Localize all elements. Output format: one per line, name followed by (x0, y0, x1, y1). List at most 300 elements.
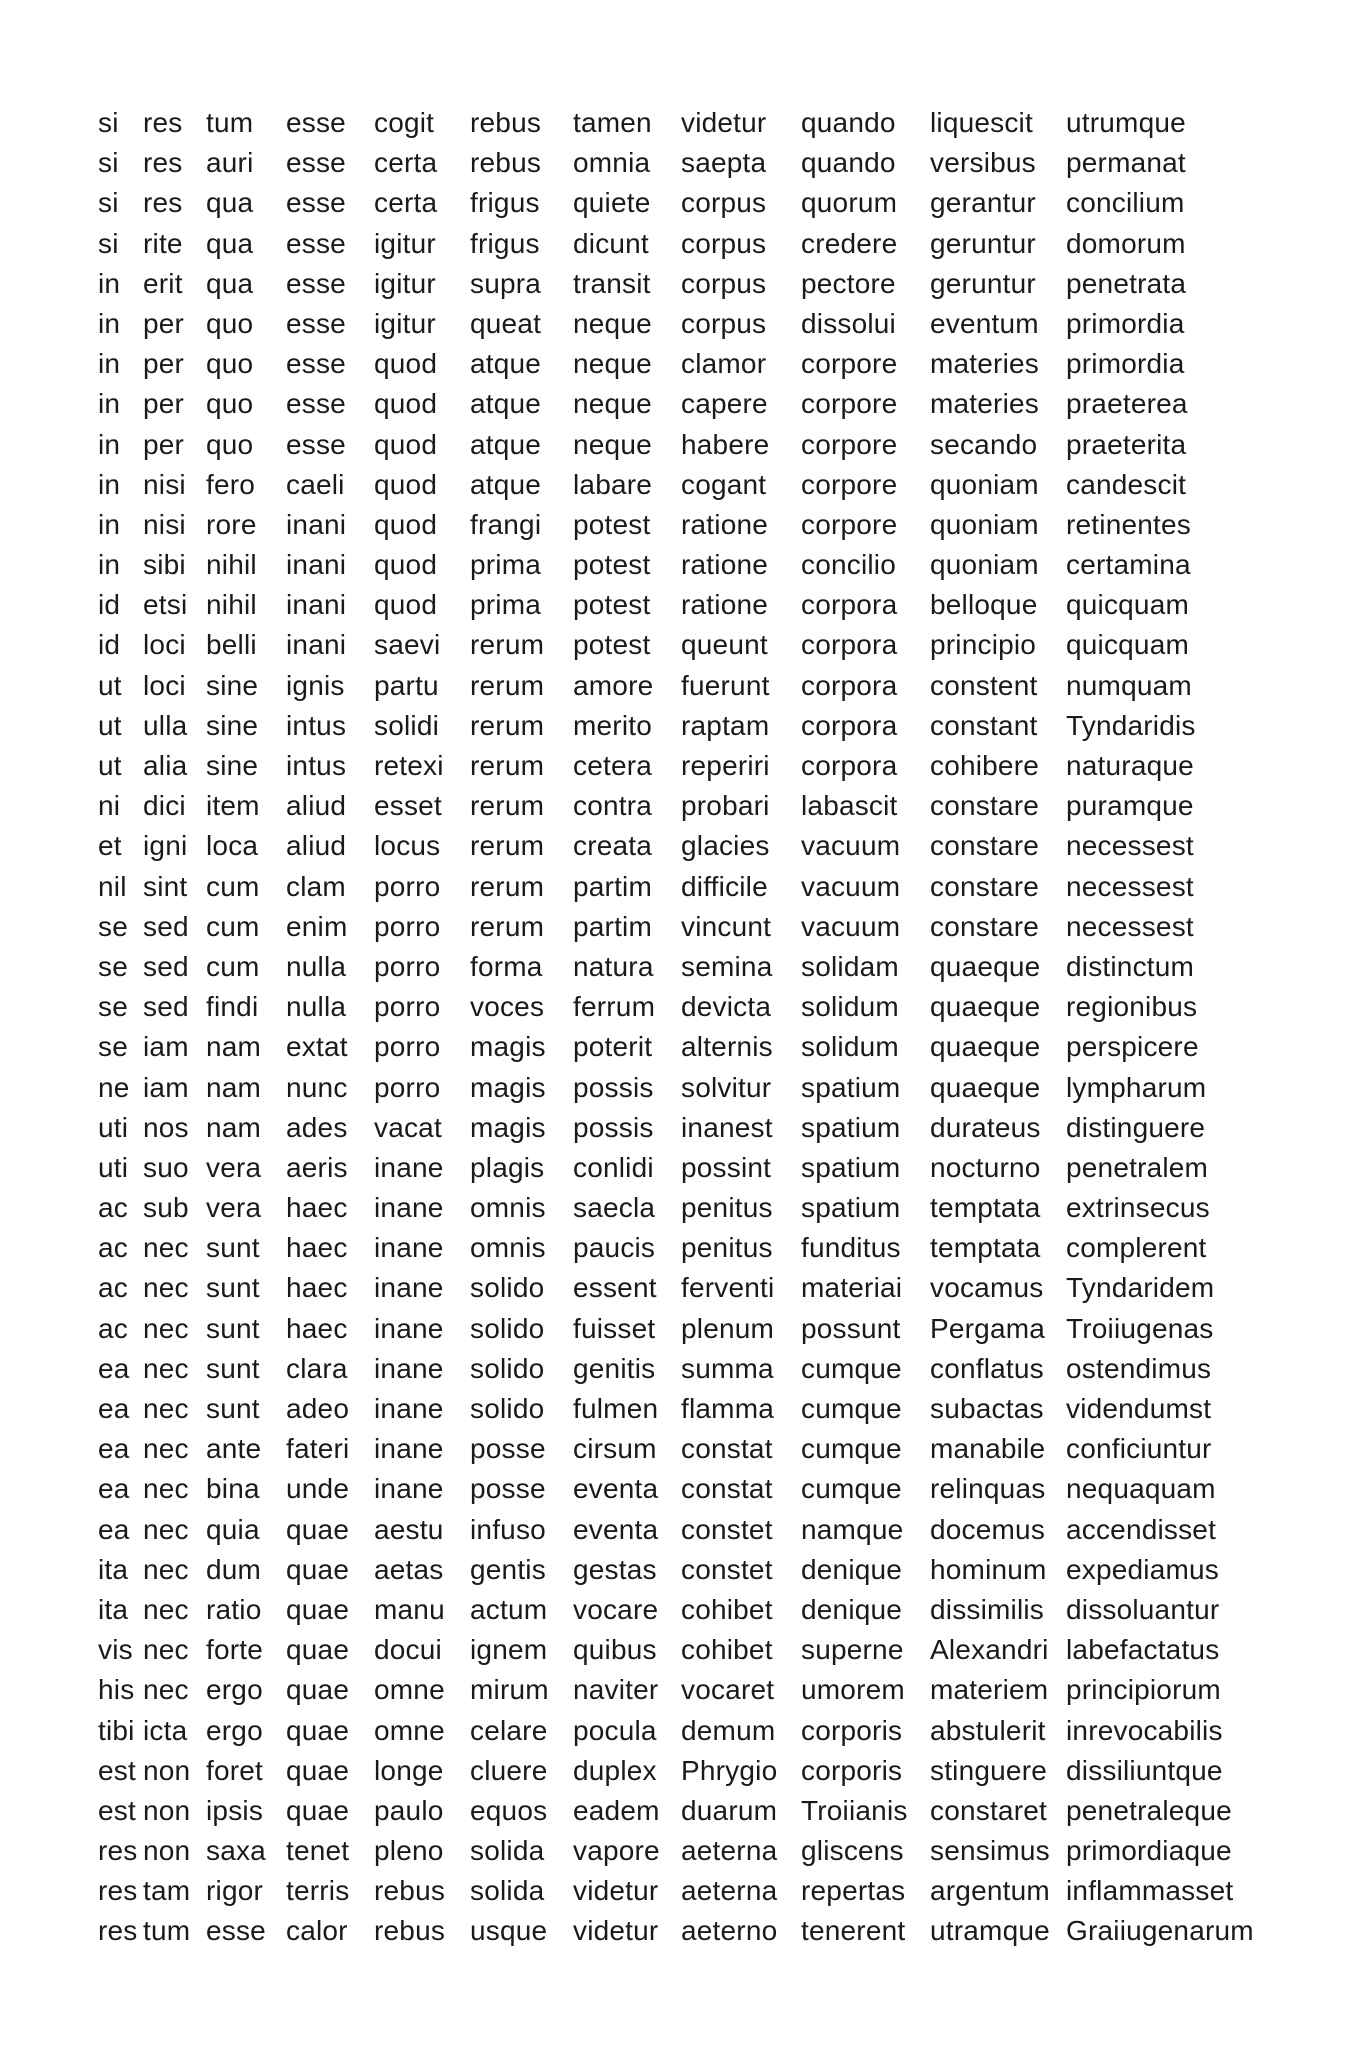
word-cell: ignis (286, 669, 345, 701)
word-cell: transit (573, 267, 651, 299)
word-cell: superne (801, 1634, 904, 1666)
word-cell: belloque (930, 589, 1038, 621)
word-cell: conlidi (573, 1151, 654, 1183)
word-cell: posse (470, 1473, 546, 1505)
word-cell: gliscens (801, 1835, 904, 1867)
word-cell: numquam (1066, 669, 1192, 701)
word-cell: manabile (930, 1433, 1046, 1465)
word-cell: in (98, 388, 121, 420)
word-cell: rerum (470, 629, 545, 661)
word-cell: potest (573, 549, 651, 581)
word-cell: quando (801, 147, 896, 179)
word-cell: duarum (681, 1794, 778, 1826)
word-cell: quod (374, 549, 438, 581)
word-cell: Graiiugenarum (1066, 1915, 1254, 1947)
word-cell: sunt (206, 1272, 260, 1304)
word-cell: merito (573, 709, 652, 741)
word-cell: videndumst (1066, 1393, 1212, 1424)
word-cell: vincunt (681, 910, 772, 942)
word-cell: iam (143, 1071, 189, 1103)
word-cell: tam (143, 1875, 191, 1907)
word-cell: in (98, 549, 121, 581)
word-cell: esset (374, 790, 442, 822)
word-cell: cluere (470, 1754, 548, 1786)
word-cell: tamen (573, 107, 652, 138)
word-cell: esse (286, 307, 346, 339)
word-cell: rerum (470, 790, 545, 822)
word-cell: uti (98, 1111, 129, 1143)
word-cell: sed (143, 991, 189, 1023)
word-cell: cumque (801, 1473, 902, 1505)
word-cell: saecla (573, 1192, 656, 1224)
word-cell: necessest (1066, 830, 1194, 862)
word-cell: erit (143, 267, 183, 299)
word-cell: res (98, 1875, 138, 1907)
word-cell: vera (206, 1192, 262, 1224)
word-cell: qua (206, 267, 254, 299)
word-cell: esse (286, 388, 346, 420)
word-cell: corpore (801, 508, 898, 540)
word-cell: labefactatus (1066, 1634, 1220, 1666)
word-cell: nec (143, 1674, 189, 1706)
word-cell: quod (374, 589, 438, 621)
word-cell: quoniam (930, 468, 1039, 500)
word-cell: rerum (470, 750, 545, 781)
word-cell: nunc (286, 1071, 348, 1103)
word-cell: igitur (374, 227, 436, 259)
word-cell: clara (286, 1352, 348, 1384)
word-cell: se (98, 950, 128, 982)
word-cell: quae (286, 1794, 350, 1826)
word-cell: in (98, 267, 121, 299)
word-cell: constent (930, 669, 1038, 701)
word-cell: cum (206, 870, 260, 902)
word-cell: in (98, 468, 121, 500)
word-cell: fateri (286, 1433, 350, 1465)
word-cell: equos (470, 1794, 548, 1826)
word-cell: nulla (286, 950, 347, 982)
word-cell: eventum (930, 307, 1039, 339)
word-cell: et (98, 830, 122, 862)
word-cell: in (98, 307, 121, 339)
word-cell: celare (470, 1714, 548, 1746)
word-cell: corpore (801, 348, 898, 380)
word-cell: nec (143, 1513, 189, 1545)
word-cell: dissimilis (930, 1593, 1044, 1625)
word-cell: cohibere (930, 750, 1040, 781)
word-cell: solido (470, 1352, 545, 1384)
word-cell: rerum (470, 910, 545, 942)
word-cell: aeterno (681, 1915, 778, 1947)
word-cell: ostendimus (1066, 1352, 1212, 1384)
word-cell: dissoluantur (1066, 1593, 1220, 1625)
word-cell: usque (470, 1915, 548, 1947)
word-cell: expediamus (1066, 1553, 1219, 1585)
word-cell: igni (143, 830, 188, 862)
word-cell: ut (98, 669, 122, 701)
word-cell: ratione (681, 589, 769, 621)
word-cell: penetralem (1066, 1151, 1209, 1183)
word-cell: inane (374, 1232, 444, 1264)
word-cell: Tyndaridem (1066, 1272, 1215, 1304)
word-cell: his (98, 1674, 135, 1706)
word-cell: conflatus (930, 1352, 1044, 1384)
word-cell: corpora (801, 589, 898, 621)
word-cell: sunt (206, 1352, 260, 1384)
word-cell: stinguere (930, 1754, 1047, 1786)
word-cell: etsi (143, 589, 188, 621)
word-cell: cumque (801, 1393, 902, 1424)
word-cell: sunt (206, 1393, 260, 1424)
word-cell: quae (286, 1513, 350, 1545)
word-cell: omnia (573, 147, 651, 179)
word-cell: praeterita (1066, 428, 1187, 460)
word-cell: res (143, 147, 183, 179)
word-cell: solido (470, 1272, 545, 1304)
word-cell: accendisset (1066, 1513, 1217, 1545)
word-cell: primordia (1066, 348, 1185, 380)
word-cell: inane (374, 1192, 444, 1224)
word-cell: essent (573, 1272, 657, 1304)
word-cell: caeli (286, 468, 345, 500)
word-cell: quaeque (930, 1031, 1041, 1063)
word-cell: vis (98, 1634, 133, 1666)
word-cell: vocare (573, 1593, 659, 1625)
word-cell: sine (206, 709, 259, 741)
word-cell: per (143, 388, 185, 420)
word-cell: esse (286, 348, 346, 380)
word-cell: credere (801, 227, 898, 259)
word-cell: auri (206, 147, 254, 179)
word-cell: partu (374, 669, 439, 701)
word-cell: ac (98, 1192, 128, 1224)
word-cell: hominum (930, 1553, 1047, 1585)
word-cell: ferrum (573, 991, 656, 1023)
word-cell: esse (286, 227, 346, 259)
word-cell: quaeque (930, 991, 1041, 1023)
word-cell: ne (98, 1071, 130, 1103)
word-cell: longe (374, 1754, 444, 1786)
word-cell: complerent (1066, 1232, 1207, 1264)
word-cell: bina (206, 1473, 260, 1505)
word-cell: plenum (681, 1312, 775, 1344)
word-cell: nec (143, 1352, 189, 1384)
word-cell: ea (98, 1473, 130, 1505)
word-cell: dicunt (573, 227, 649, 259)
word-cell: argentum (930, 1875, 1050, 1907)
word-cell: sed (143, 950, 189, 982)
word-cell: quicquam (1066, 589, 1190, 621)
word-cell: haec (286, 1192, 348, 1224)
word-cell: gestas (573, 1553, 657, 1585)
word-cell: pleno (374, 1835, 444, 1867)
word-cell: quia (206, 1513, 260, 1545)
word-cell: quo (206, 348, 254, 380)
word-cell: constare (930, 790, 1039, 822)
word-cell: probari (681, 790, 770, 822)
word-cell: cogit (374, 107, 435, 138)
word-cell: corpore (801, 428, 898, 460)
word-cell: frigus (470, 187, 540, 219)
word-cell: corpus (681, 267, 767, 299)
word-cell: ignem (470, 1634, 548, 1666)
word-cell: subactas (930, 1393, 1044, 1424)
word-cell: summa (681, 1352, 774, 1384)
word-cell: naviter (573, 1674, 659, 1706)
word-cell: suo (143, 1151, 189, 1183)
word-cell: solidam (801, 950, 899, 982)
word-cell: lympharum (1066, 1071, 1207, 1103)
word-cell: videtur (681, 107, 767, 138)
word-cell: res (98, 1835, 138, 1867)
word-cell: saxa (206, 1835, 266, 1867)
word-cell: constet (681, 1553, 773, 1585)
word-cell: sunt (206, 1312, 260, 1344)
word-cell: fuerunt (681, 669, 770, 701)
word-cell: labare (573, 468, 653, 500)
word-cell: potest (573, 508, 651, 540)
word-cell: videtur (573, 1875, 659, 1907)
word-cell: permanat (1066, 147, 1186, 179)
word-cell: quod (374, 388, 438, 420)
word-cell: corpus (681, 307, 767, 339)
word-cell: item (206, 790, 260, 822)
word-cell: igitur (374, 267, 436, 299)
word-cell: corpore (801, 468, 898, 500)
word-cell: omnis (470, 1232, 546, 1264)
word-cell: paucis (573, 1232, 656, 1264)
word-cell: locus (374, 830, 441, 862)
word-cell: inane (374, 1312, 444, 1344)
word-cell: loci (143, 669, 186, 701)
word-cell: tum (206, 107, 254, 138)
word-cell: supra (470, 267, 542, 299)
word-cell: nam (206, 1071, 262, 1103)
word-cell: corpore (801, 388, 898, 420)
word-cell: magis (470, 1111, 546, 1143)
word-cell: esse (286, 267, 346, 299)
word-cell: ea (98, 1393, 130, 1424)
word-cell: quorum (801, 187, 898, 219)
word-cell: spatium (801, 1071, 901, 1103)
word-cell: natura (573, 950, 654, 982)
word-cell: docemus (930, 1513, 1046, 1545)
word-cell: quoniam (930, 508, 1039, 540)
word-cell: tibi (98, 1714, 135, 1746)
word-cell: solidum (801, 1031, 899, 1063)
word-cell: esse (286, 428, 346, 460)
word-cell: cogant (681, 468, 767, 500)
word-cell: tenet (286, 1835, 350, 1867)
word-cell: ulla (143, 709, 188, 741)
word-cell: in (98, 428, 121, 460)
word-cell: quaeque (930, 1071, 1041, 1103)
word-cell: ratione (681, 508, 769, 540)
word-cell: corpus (681, 227, 767, 259)
word-cell: materies (930, 388, 1039, 420)
word-cell: nec (143, 1473, 189, 1505)
word-cell: corpora (801, 750, 898, 781)
word-cell: geruntur (930, 267, 1036, 299)
word-cell: potest (573, 629, 651, 661)
word-cell: constant (930, 709, 1038, 741)
word-cell: quae (286, 1754, 350, 1786)
word-cell: duplex (573, 1754, 657, 1786)
word-cell: forte (206, 1634, 264, 1666)
word-cell: poterit (573, 1031, 653, 1063)
word-cell: quae (286, 1674, 350, 1706)
word-cell: neque (573, 428, 652, 460)
word-cell: corpora (801, 709, 898, 741)
word-cell: rite (143, 227, 183, 259)
word-cell: semina (681, 950, 773, 982)
word-cell: si (98, 147, 119, 179)
word-cell: dissiliuntque (1066, 1754, 1223, 1786)
word-cell: aetas (374, 1553, 444, 1585)
word-cell: secando (930, 428, 1038, 460)
word-cell: nihil (206, 549, 257, 581)
word-cell: porro (374, 1031, 441, 1063)
word-cell: plagis (470, 1151, 545, 1183)
word-cell: atque (470, 428, 542, 460)
word-cell: ut (98, 750, 122, 781)
word-cell: Pergama (930, 1312, 1046, 1344)
word-cell: porro (374, 1071, 441, 1103)
word-cell: difficile (681, 870, 768, 902)
word-cell: solida (470, 1875, 545, 1907)
word-cell: inanest (681, 1111, 773, 1143)
word-cell: corpora (801, 629, 898, 661)
word-cell: umorem (801, 1674, 905, 1706)
word-cell: nisi (143, 508, 186, 540)
word-cell: repertas (801, 1875, 906, 1907)
word-cell: possis (573, 1071, 654, 1103)
word-cell: queunt (681, 629, 768, 661)
word-cell: alia (143, 750, 188, 781)
word-cell: solido (470, 1393, 545, 1424)
word-cell: ea (98, 1352, 130, 1384)
word-cell: ades (286, 1111, 348, 1143)
word-cell: Tyndaridis (1066, 709, 1196, 741)
word-cell: per (143, 307, 185, 339)
word-cell: temptata (930, 1232, 1041, 1264)
word-cell: concilium (1066, 187, 1185, 219)
word-cell: rerum (470, 870, 545, 902)
word-cell: non (143, 1835, 191, 1867)
word-cell: materiem (930, 1674, 1049, 1706)
word-cell: id (98, 589, 121, 621)
word-cell: neque (573, 348, 652, 380)
word-cell: loci (143, 629, 186, 661)
word-cell: id (98, 629, 121, 661)
word-cell: principiorum (1066, 1674, 1221, 1706)
word-cell: solida (470, 1835, 545, 1867)
word-cell: clam (286, 870, 346, 902)
word-cell: porro (374, 950, 441, 982)
word-cell: penitus (681, 1232, 773, 1264)
word-cell: principio (930, 629, 1037, 661)
word-cell: nec (143, 1634, 189, 1666)
word-cell: vacuum (801, 870, 901, 902)
word-cell: ea (98, 1513, 130, 1545)
word-cell: quo (206, 388, 254, 420)
word-cell: genitis (573, 1352, 656, 1384)
word-cell: penitus (681, 1192, 773, 1224)
word-cell: corporis (801, 1754, 903, 1786)
word-cell: namque (801, 1513, 904, 1545)
word-cell: res (143, 107, 183, 138)
word-cell: ratio (206, 1593, 262, 1625)
word-cell: partim (573, 910, 652, 942)
word-cell: penetrata (1066, 267, 1187, 299)
word-cell: prima (470, 589, 542, 621)
word-cell: sine (206, 669, 259, 701)
word-cell: spatium (801, 1111, 901, 1143)
word-cell: quicquam (1066, 629, 1190, 661)
word-cell: nequaquam (1066, 1473, 1216, 1505)
word-cell: magis (470, 1071, 546, 1103)
word-cell: inani (286, 589, 347, 621)
word-cell: certa (374, 187, 438, 219)
word-cell: quae (286, 1593, 350, 1625)
word-cell: constet (681, 1513, 773, 1545)
word-cell: utramque (930, 1915, 1050, 1947)
word-cell: ita (98, 1553, 129, 1585)
word-cell: ferventi (681, 1272, 775, 1304)
word-cell: res (143, 187, 183, 219)
word-cell: necessest (1066, 870, 1194, 902)
word-cell: penetraleque (1066, 1794, 1232, 1826)
word-cell: saevi (374, 629, 441, 661)
word-cell: manu (374, 1593, 445, 1625)
word-cell: conficiuntur (1066, 1433, 1212, 1465)
word-cell: dici (143, 790, 186, 822)
word-cell: aliud (286, 830, 347, 862)
word-cell: sub (143, 1192, 189, 1224)
word-cell: porro (374, 870, 441, 902)
word-cell: vacat (374, 1111, 442, 1143)
word-cell: partim (573, 870, 652, 902)
word-cell: raptam (681, 709, 770, 741)
word-cell: sensimus (930, 1835, 1050, 1867)
word-cell: se (98, 1031, 128, 1063)
word-cell: quae (286, 1714, 350, 1746)
word-cell: esse (206, 1915, 266, 1947)
word-cell: devicta (681, 991, 772, 1023)
word-cell: tum (143, 1915, 191, 1947)
word-cell: inane (374, 1473, 444, 1505)
word-cell: sint (143, 870, 188, 902)
word-cell: sibi (143, 549, 186, 581)
word-cell: ergo (206, 1674, 263, 1706)
word-cell: se (98, 991, 128, 1023)
word-cell: funditus (801, 1232, 901, 1264)
word-cell: nec (143, 1312, 189, 1344)
word-cell: perspicere (1066, 1031, 1199, 1063)
word-cell: esse (286, 107, 346, 138)
word-cell: fulmen (573, 1393, 659, 1424)
word-cell: amore (573, 669, 654, 701)
word-cell: reperiri (681, 750, 770, 781)
word-cell: vocamus (930, 1272, 1044, 1304)
word-cell: belli (206, 629, 257, 661)
word-cell: dissolui (801, 307, 896, 339)
word-cell: temptata (930, 1192, 1041, 1224)
word-cell: constare (930, 830, 1039, 862)
word-cell: vapore (573, 1835, 660, 1867)
word-cell: terris (286, 1875, 350, 1907)
word-cell: sine (206, 750, 259, 781)
